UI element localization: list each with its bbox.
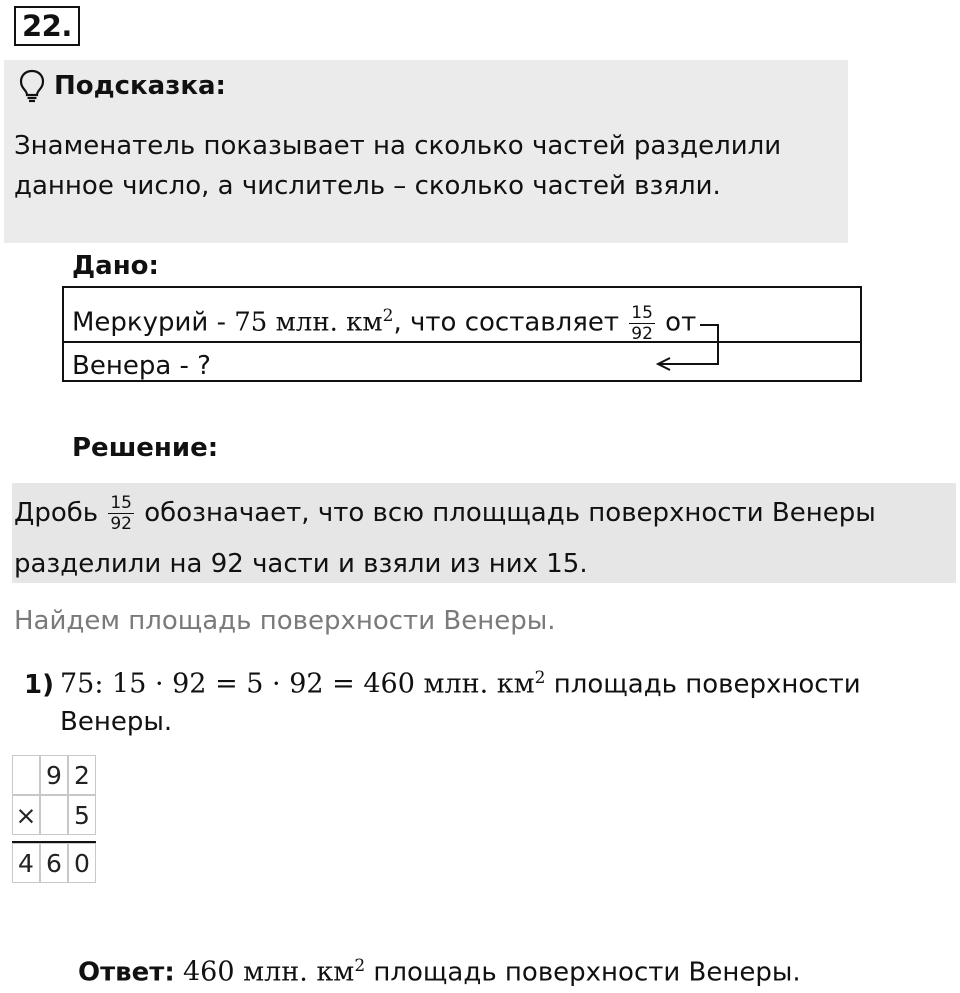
solution-find-text: Найдем площадь поверхности Венеры. [14, 606, 556, 636]
step-text: площадь поверхности [553, 669, 861, 700]
result-underline [12, 841, 96, 843]
answer-text: площадь поверхности Венеры. [373, 957, 801, 988]
fraction-numerator: 15 [631, 302, 653, 323]
step-power: 2 [534, 668, 546, 688]
given-title: Дано: [72, 251, 159, 281]
grid-cell-digit: 0 [68, 843, 96, 883]
step-expression: 75: 15 · 92 = 5 · 92 = 460 млн. км [59, 668, 535, 700]
solution-title: Решение: [72, 433, 219, 463]
step-text-continued: Венеры. [60, 707, 173, 737]
solution-explanation-line [14, 490, 876, 536]
grid-cell-digit: 4 [12, 843, 40, 883]
step-number: 1) [24, 669, 54, 700]
column-multiplication [12, 755, 102, 885]
given-row-text: , что составляет [393, 307, 619, 338]
given-row-end: от [665, 307, 697, 338]
multiply-sign: × [12, 795, 40, 835]
solution-explanation-line: разделили на 92 части и взяли из них 15. [14, 549, 588, 579]
hint-text [14, 126, 834, 206]
given-row-label: Меркурий - [72, 307, 235, 338]
lightbulb-icon [16, 68, 48, 104]
hint-title: Подсказка: [54, 71, 226, 101]
fraction-denominator: 92 [631, 323, 653, 344]
task-number: 22. [14, 6, 80, 46]
solution-step-1 [24, 656, 861, 707]
solution-fraction [108, 493, 134, 534]
given-row-venus: Венера - ? [72, 351, 211, 381]
grid-cell [12, 755, 40, 795]
hint-text-line: Знаменатель показывает на сколько частей разделили [14, 131, 782, 161]
grid-cell-digit: 9 [40, 755, 68, 795]
fraction-numerator: 15 [110, 493, 132, 513]
reference-arrow-icon [600, 320, 730, 375]
answer-label: Ответ: [78, 957, 175, 988]
grid-cell-digit: 5 [68, 795, 96, 835]
given-area-value: 75 млн. км [234, 307, 383, 338]
grid-cell-digit [40, 795, 68, 835]
fraction-denominator: 92 [110, 514, 132, 534]
answer-power: 2 [354, 956, 366, 976]
explanation-word: Дробь [14, 498, 99, 528]
given-area-power: 2 [382, 306, 394, 326]
explanation-text: обозначает, что всю площщадь поверхности Венеры [144, 498, 876, 528]
grid-cell-digit: 2 [68, 755, 96, 795]
answer-value: 460 млн. км [183, 956, 355, 988]
hint-text-line: данное число, а числитель – сколько частей взяли. [14, 171, 721, 201]
answer-line [78, 946, 801, 993]
grid-cell-digit: 6 [40, 843, 68, 883]
